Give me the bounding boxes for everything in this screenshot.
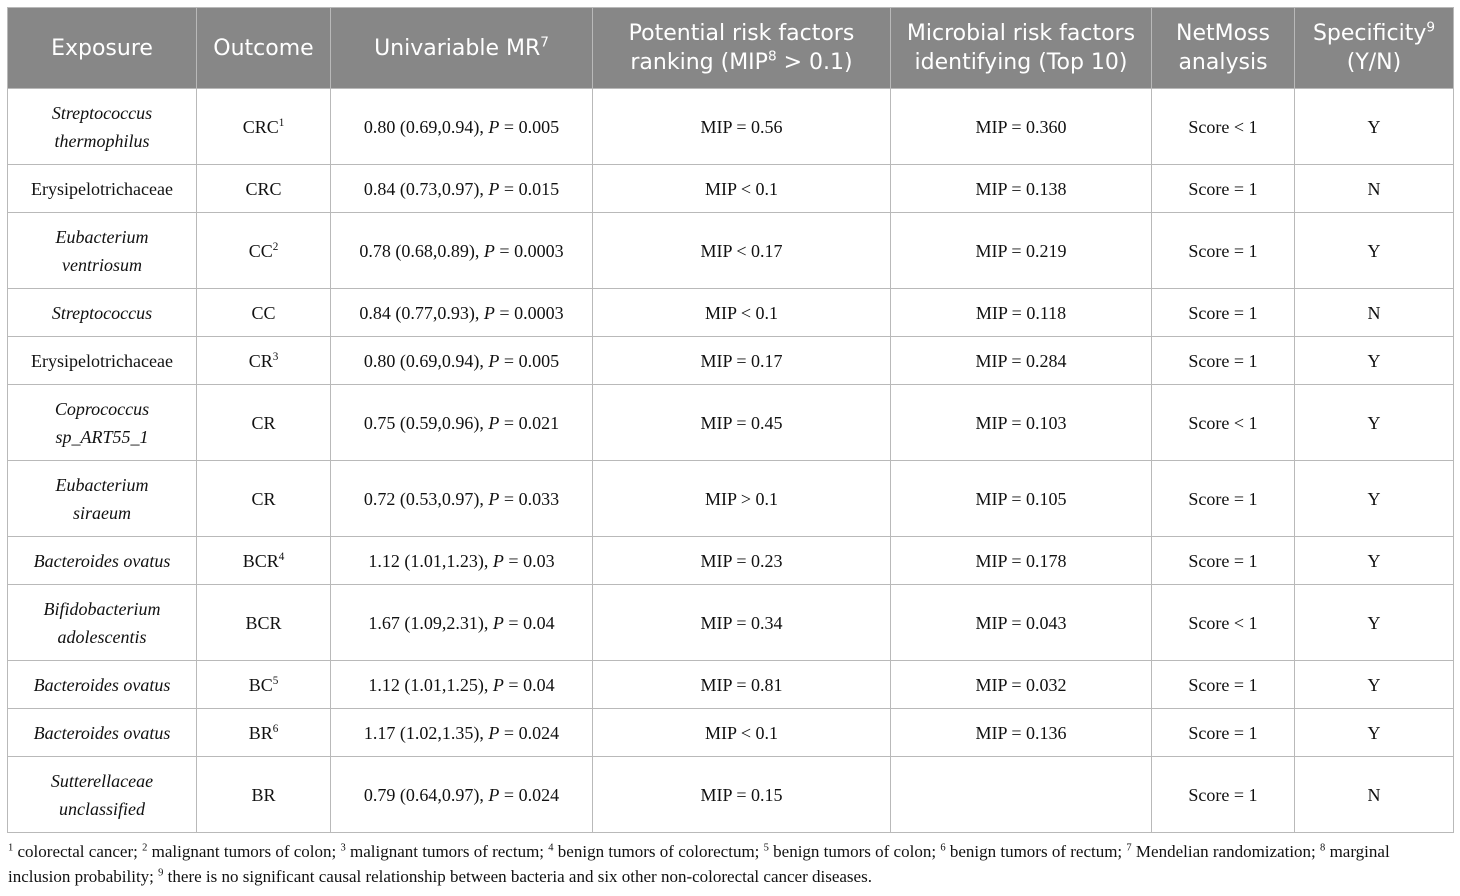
exposure-cell (8, 385, 197, 461)
specificity-value: N (1367, 178, 1381, 199)
footnote-text: malignant tumors of rectum; (345, 842, 549, 861)
outcome-value: CC (251, 302, 276, 323)
netmoss-cell (1152, 757, 1295, 833)
p-equals: = (503, 674, 524, 695)
specificity-cell (1295, 89, 1454, 165)
mr-cell (331, 165, 593, 213)
p-label: P (488, 178, 500, 199)
column-header-text: Specificity (1312, 21, 1427, 46)
top10-cell (891, 89, 1152, 165)
netmoss-value: Score = 1 (1188, 674, 1258, 695)
footnote-text: benign tumors of colorectum; (553, 842, 764, 861)
outcome-cell (197, 289, 331, 337)
mr-cell (331, 385, 593, 461)
top10-value: MIP = 0.118 (975, 302, 1067, 323)
table-row (8, 757, 1454, 833)
header-row (8, 8, 1454, 89)
mip-ranking-cell (593, 213, 891, 289)
specificity-value: Y (1367, 722, 1381, 743)
specificity-cell (1295, 461, 1454, 537)
table-container (7, 7, 1453, 889)
table-row (8, 537, 1454, 585)
table-row (8, 89, 1454, 165)
top10-cell (891, 585, 1152, 661)
netmoss-value: Score < 1 (1188, 412, 1258, 433)
outcome-value: CR (251, 412, 276, 433)
netmoss-value: Score = 1 (1188, 550, 1258, 571)
p-value: 0.0003 (514, 240, 564, 261)
mip-ranking-value: MIP = 0.45 (700, 412, 783, 433)
outcome-value: CR (251, 488, 276, 509)
p-label: P (488, 412, 500, 433)
netmoss-value: Score = 1 (1188, 178, 1258, 199)
table-body (8, 89, 1454, 833)
mip-ranking-value: MIP = 0.34 (700, 612, 783, 633)
column-header (593, 8, 891, 89)
exposure-cell (8, 337, 197, 385)
exposure-name: Bacteroides ovatus (33, 722, 171, 743)
column-header (1152, 8, 1295, 89)
column-header-text: Exposure (51, 35, 153, 61)
netmoss-cell (1152, 537, 1295, 585)
column-header-text-cont: > 0.1) (776, 50, 853, 75)
column-header (8, 8, 197, 89)
column-header-text-cont: (Y/N) (1346, 50, 1402, 75)
table-row (8, 709, 1454, 757)
top10-cell (891, 165, 1152, 213)
specificity-cell (1295, 757, 1454, 833)
specificity-cell (1295, 661, 1454, 709)
top10-value: MIP = 0.219 (975, 240, 1067, 261)
exposure-name: Eubacterium ventriosum (55, 226, 149, 275)
table-row (8, 585, 1454, 661)
table-row (8, 461, 1454, 537)
outcome-cell (197, 757, 331, 833)
mip-ranking-cell (593, 585, 891, 661)
footnote-marker: 1 (278, 116, 285, 129)
p-label: P (488, 116, 500, 137)
footnote-marker: 9 (1426, 19, 1436, 36)
footnote-text: benign tumors of rectum; (945, 842, 1127, 861)
column-header (1295, 8, 1454, 89)
mip-ranking-value: MIP < 0.1 (705, 722, 778, 743)
exposure-cell (8, 289, 197, 337)
mr-estimate: 0.78 (0.68,0.89), (359, 240, 484, 261)
footnote-number: 9 (158, 867, 164, 879)
table-row (8, 213, 1454, 289)
netmoss-value: Score = 1 (1188, 488, 1258, 509)
top10-value: MIP = 0.178 (975, 550, 1067, 571)
exposure-cell (8, 661, 197, 709)
p-value: 0.04 (523, 674, 555, 695)
outcome-value: CC (248, 240, 273, 261)
top10-cell (891, 537, 1152, 585)
mr-cell (331, 89, 593, 165)
table-row (8, 337, 1454, 385)
footnote-number: 8 (1320, 842, 1326, 854)
specificity-value: Y (1367, 488, 1381, 509)
netmoss-cell (1152, 165, 1295, 213)
netmoss-value: Score = 1 (1188, 784, 1258, 805)
top10-cell (891, 213, 1152, 289)
outcome-cell (197, 165, 331, 213)
outcome-value: BR (251, 784, 276, 805)
p-equals: = (499, 178, 519, 199)
mr-estimate: 0.80 (0.69,0.94), (363, 116, 489, 137)
netmoss-value: Score = 1 (1188, 302, 1258, 323)
netmoss-cell (1152, 289, 1295, 337)
mr-cell (331, 585, 593, 661)
top10-cell (891, 709, 1152, 757)
footnote-marker: 2 (272, 240, 279, 253)
p-value: 0.03 (523, 550, 555, 571)
outcome-cell (197, 585, 331, 661)
specificity-value: Y (1367, 116, 1381, 137)
top10-value: MIP = 0.360 (975, 116, 1067, 137)
mip-ranking-cell (593, 757, 891, 833)
specificity-value: Y (1367, 612, 1381, 633)
outcome-value: BR (248, 722, 273, 743)
mip-ranking-value: MIP < 0.1 (705, 302, 778, 323)
netmoss-value: Score < 1 (1188, 612, 1258, 633)
p-label: P (483, 240, 495, 261)
netmoss-value: Score < 1 (1188, 116, 1258, 137)
exposure-name: Bifidobacterium adolescentis (43, 598, 161, 647)
p-label: P (488, 350, 500, 371)
top10-cell (891, 289, 1152, 337)
top10-cell (891, 661, 1152, 709)
netmoss-value: Score = 1 (1188, 722, 1258, 743)
footnote-marker: 4 (278, 550, 285, 563)
specificity-cell (1295, 165, 1454, 213)
mip-ranking-cell (593, 461, 891, 537)
footnote-number: 7 (1126, 842, 1132, 854)
netmoss-cell (1152, 709, 1295, 757)
footnote-text: marginal inclusion probability; (8, 842, 1390, 886)
mr-cell (331, 461, 593, 537)
exposure-cell (8, 537, 197, 585)
top10-cell (891, 385, 1152, 461)
p-value: 0.005 (518, 350, 560, 371)
specificity-value: N (1367, 302, 1381, 323)
top10-cell (891, 337, 1152, 385)
footnote-text: Mendelian randomization; (1131, 842, 1321, 861)
table-row (8, 289, 1454, 337)
footnote-text: benign tumors of colon; (768, 842, 941, 861)
mr-estimate: 1.12 (1.01,1.25), (368, 674, 493, 695)
specificity-value: Y (1367, 550, 1381, 571)
outcome-value: CR (248, 350, 273, 371)
mip-ranking-value: MIP = 0.23 (700, 550, 783, 571)
results-table (7, 7, 1454, 833)
p-equals: = (499, 116, 519, 137)
top10-cell (891, 461, 1152, 537)
mr-estimate: 0.80 (0.69,0.94), (363, 350, 489, 371)
top10-value: MIP = 0.138 (975, 178, 1067, 199)
column-header (331, 8, 593, 89)
mip-ranking-value: MIP < 0.1 (705, 178, 778, 199)
netmoss-cell (1152, 385, 1295, 461)
p-value: 0.04 (523, 612, 555, 633)
mip-ranking-cell (593, 385, 891, 461)
p-value: 0.005 (518, 116, 560, 137)
outcome-cell (197, 89, 331, 165)
outcome-cell (197, 213, 331, 289)
table-footnotes (7, 833, 1453, 889)
specificity-cell (1295, 537, 1454, 585)
specificity-value: Y (1367, 674, 1381, 695)
top10-cell (891, 757, 1152, 833)
mip-ranking-value: MIP = 0.15 (700, 784, 783, 805)
mip-ranking-cell (593, 165, 891, 213)
footnote-marker: 5 (272, 674, 279, 687)
p-label: P (488, 488, 500, 509)
exposure-name: Streptococcus (51, 302, 153, 323)
footnote-text: malignant tumors of colon; (147, 842, 341, 861)
specificity-value: N (1367, 784, 1381, 805)
specificity-cell (1295, 585, 1454, 661)
p-equals: = (503, 612, 524, 633)
netmoss-cell (1152, 585, 1295, 661)
outcome-value: BCR (245, 612, 282, 633)
netmoss-value: Score = 1 (1188, 240, 1258, 261)
mr-cell (331, 757, 593, 833)
mr-estimate: 0.72 (0.53,0.97), (363, 488, 489, 509)
mr-cell (331, 661, 593, 709)
column-header-text: Univariable MR (374, 35, 541, 61)
outcome-cell (197, 461, 331, 537)
footnote-number: 4 (548, 842, 554, 854)
mr-estimate: 0.84 (0.73,0.97), (363, 178, 489, 199)
p-equals: = (499, 412, 519, 433)
mr-estimate: 1.67 (1.09,2.31), (368, 612, 493, 633)
mip-ranking-value: MIP = 0.81 (700, 674, 783, 695)
exposure-name: Coprococcus sp_ART55_1 (54, 398, 150, 447)
mr-cell (331, 537, 593, 585)
table-row (8, 165, 1454, 213)
exposure-cell (8, 213, 197, 289)
exposure-cell (8, 585, 197, 661)
footnote-number: 2 (142, 842, 148, 854)
top10-value: MIP = 0.032 (975, 674, 1067, 695)
mip-ranking-cell (593, 289, 891, 337)
specificity-cell (1295, 289, 1454, 337)
mip-ranking-cell (593, 709, 891, 757)
column-header-text: Potential risk factors ranking (MIP (628, 21, 855, 75)
netmoss-cell (1152, 213, 1295, 289)
exposure-name: Erysipelotrichaceae (31, 178, 173, 199)
p-value: 0.021 (518, 412, 560, 433)
mr-cell (331, 337, 593, 385)
exposure-name: Eubacterium siraeum (55, 474, 149, 523)
p-value: 0.0003 (514, 302, 564, 323)
column-header-text: NetMoss analysis (1176, 21, 1270, 75)
mip-ranking-value: MIP = 0.17 (700, 350, 783, 371)
top10-value: MIP = 0.105 (975, 488, 1067, 509)
p-label: P (492, 550, 504, 571)
mr-estimate: 1.12 (1.01,1.23), (368, 550, 493, 571)
exposure-name: Sutterellaceae unclassified (50, 770, 154, 819)
mr-estimate: 0.75 (0.59,0.96), (363, 412, 489, 433)
p-label: P (488, 784, 500, 805)
exposure-name: Bacteroides ovatus (33, 550, 171, 571)
mip-ranking-value: MIP < 0.17 (700, 240, 783, 261)
exposure-name: Streptococcus thermophilus (51, 102, 153, 151)
footnote-marker: 8 (767, 48, 777, 65)
mip-ranking-cell (593, 661, 891, 709)
top10-value: MIP = 0.043 (975, 612, 1067, 633)
netmoss-cell (1152, 89, 1295, 165)
outcome-cell (197, 337, 331, 385)
mr-cell (331, 289, 593, 337)
table-row (8, 385, 1454, 461)
top10-value: MIP = 0.136 (975, 722, 1067, 743)
mip-ranking-value: MIP > 0.1 (705, 488, 778, 509)
footnote-marker: 6 (272, 722, 279, 735)
footnote-number: 3 (340, 842, 346, 854)
footnote-marker: 3 (272, 350, 279, 363)
p-equals: = (499, 488, 519, 509)
p-value: 0.033 (518, 488, 560, 509)
outcome-value: CRC (242, 116, 279, 137)
exposure-cell (8, 709, 197, 757)
mip-ranking-cell (593, 537, 891, 585)
p-label: P (488, 722, 500, 743)
top10-value: MIP = 0.284 (975, 350, 1067, 371)
netmoss-cell (1152, 337, 1295, 385)
column-header-text: Outcome (213, 35, 314, 61)
outcome-cell (197, 385, 331, 461)
p-equals: = (503, 550, 524, 571)
p-label: P (483, 302, 495, 323)
footnote-text: colorectal cancer; (13, 842, 143, 861)
specificity-cell (1295, 213, 1454, 289)
p-label: P (492, 612, 504, 633)
outcome-cell (197, 537, 331, 585)
specificity-value: Y (1367, 350, 1381, 371)
exposure-cell (8, 461, 197, 537)
netmoss-value: Score = 1 (1188, 350, 1258, 371)
mr-cell (331, 709, 593, 757)
specificity-cell (1295, 385, 1454, 461)
p-value: 0.024 (518, 722, 560, 743)
exposure-name: Erysipelotrichaceae (31, 350, 173, 371)
table-row (8, 661, 1454, 709)
mr-estimate: 1.17 (1.02,1.35), (363, 722, 489, 743)
top10-value: MIP = 0.103 (975, 412, 1067, 433)
p-label: P (492, 674, 504, 695)
mr-estimate: 0.84 (0.77,0.93), (359, 302, 484, 323)
footnote-number: 6 (940, 842, 946, 854)
p-equals: = (499, 722, 519, 743)
exposure-cell (8, 89, 197, 165)
netmoss-cell (1152, 461, 1295, 537)
mip-ranking-value: MIP = 0.56 (700, 116, 783, 137)
specificity-cell (1295, 337, 1454, 385)
specificity-cell (1295, 709, 1454, 757)
column-header (197, 8, 331, 89)
mip-ranking-cell (593, 89, 891, 165)
footnote-number: 5 (763, 842, 769, 854)
column-header-text: Microbial risk factors identifying (Top 10) (906, 21, 1136, 75)
footnote-number: 1 (8, 842, 14, 854)
mip-ranking-cell (593, 337, 891, 385)
specificity-value: Y (1367, 412, 1381, 433)
specificity-value: Y (1367, 240, 1381, 261)
footnote-text: there is no significant causal relationship between bacteria and six other non-colorectal cancer diseases. (163, 867, 872, 886)
netmoss-cell (1152, 661, 1295, 709)
outcome-value: CRC (245, 178, 282, 199)
exposure-cell (8, 165, 197, 213)
mr-cell (331, 213, 593, 289)
footnote-marker: 7 (540, 34, 549, 51)
column-header (891, 8, 1152, 89)
p-value: 0.024 (518, 784, 560, 805)
p-value: 0.015 (518, 178, 560, 199)
outcome-cell (197, 661, 331, 709)
p-equals: = (499, 784, 519, 805)
outcome-value: BC (248, 674, 273, 695)
outcome-value: BCR (242, 550, 279, 571)
table-header (8, 8, 1454, 89)
mr-estimate: 0.79 (0.64,0.97), (363, 784, 489, 805)
exposure-name: Bacteroides ovatus (33, 674, 171, 695)
exposure-cell (8, 757, 197, 833)
p-equals: = (494, 302, 515, 323)
p-equals: = (499, 350, 519, 371)
outcome-cell (197, 709, 331, 757)
p-equals: = (494, 240, 515, 261)
